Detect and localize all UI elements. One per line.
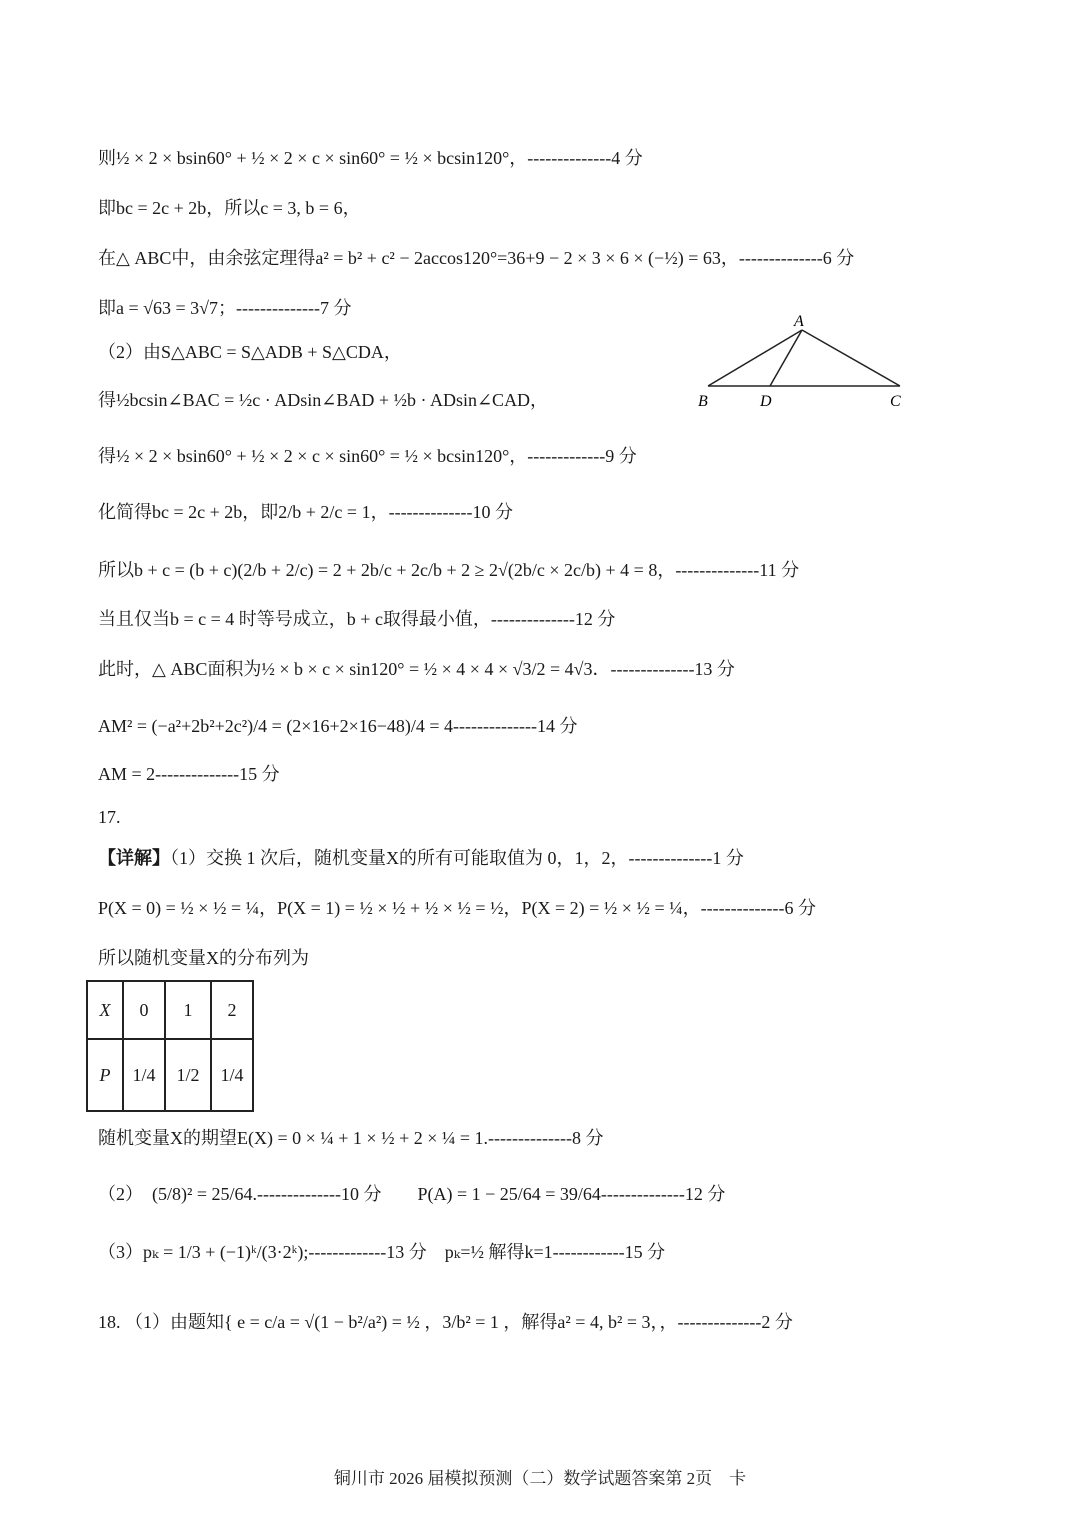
line-18: 随机变量X的期望E(X) = 0 × ¼ + 1 × ½ + 2 × ¼ = 1.--------------8 分 <box>98 1128 604 1148</box>
line-13: AM = 2--------------15 分 <box>98 764 280 784</box>
vertex-label-b: B <box>698 393 708 410</box>
line-19: （2） (5/8)² = 25/64.--------------10 分 P(A) = 1 − 25/64 = 39/64--------------12 分 <box>98 1184 726 1204</box>
line-6: 得½bcsin∠BAC = ½c · ADsin∠BAD + ½b · ADsin∠CAD， <box>98 390 549 410</box>
line-14: 17. <box>98 807 121 827</box>
segment-ad <box>770 330 802 386</box>
segment-ab <box>708 330 802 386</box>
line-17: 所以随机变量X的分布列为 <box>98 948 309 968</box>
line-4: 即a = √63 = 3√7；--------------7 分 <box>98 298 352 318</box>
line-12: AM² = (−a²+2b²+2c²)/4 = (2×16+2×16−48)/4 = 4--------------14 分 <box>98 716 578 736</box>
table-cell: 1/2 <box>165 1039 211 1111</box>
triangle-diagram <box>690 308 910 413</box>
segment-ac <box>802 330 900 386</box>
line-16: P(X = 0) = ½ × ½ = ¼，P(X = 1) = ½ × ½ + ½ × ½ = ½，P(X = 2) = ½ × ½ = ¼，--------------6 分 <box>98 898 817 918</box>
table-cell: 0 <box>123 981 165 1039</box>
line-5: （2）由S△ABC = S△ADB + S△CDA， <box>98 342 402 362</box>
line-10: 当且仅当b = c = 4 时等号成立，b + c取得最小值，--------------12 分 <box>98 609 616 629</box>
vertex-label-d: D <box>760 393 772 410</box>
line-3: 在△ ABC中，由余弦定理得a² = b² + c² − 2accos120°=36+9 − 2 × 3 × 6 × (−½) = 63，--------------6 分 <box>98 248 855 268</box>
table-cell: 2 <box>211 981 253 1039</box>
line-8: 化简得bc = 2c + 2b，即2/b + 2/c = 1，--------------10 分 <box>98 502 513 522</box>
line-11: 此时，△ ABC面积为½ × b × c × sin120° = ½ × 4 × 4 × √3/2 = 4√3．--------------13 分 <box>98 659 735 679</box>
table-cell: 1/4 <box>123 1039 165 1111</box>
table-row <box>87 981 253 1039</box>
detail-text: （1）交换 1 次后，随机变量X的所有可能取值为 0，1，2，--------------1 分 <box>170 848 744 868</box>
line-7: 得½ × 2 × bsin60° + ½ × 2 × c × sin60° = ½ × bcsin120°，-------------9 分 <box>98 446 637 466</box>
table-row <box>87 1039 253 1111</box>
table-cell: 1 <box>165 981 211 1039</box>
table-cell: X <box>87 981 123 1039</box>
line-15 <box>98 846 744 870</box>
vertex-label-a: A <box>794 313 804 330</box>
line-21: 18. （1）由题知{ e = c/a = √(1 − b²/a²) = ½ ，3/b² = 1 ，解得a² = 4, b² = 3，，--------------2 分 <box>98 1312 793 1332</box>
line-1: 则½ × 2 × bsin60° + ½ × 2 × c × sin60° = ½ × bcsin120°，--------------4 分 <box>98 148 643 168</box>
table-cell: 1/4 <box>211 1039 253 1111</box>
page-footer: 铜川市 2026 届模拟预测（二）数学试题答案第 2页 卡 <box>333 1469 747 1488</box>
distribution-table <box>86 980 254 1112</box>
detail-label: 【详解】 <box>98 848 170 868</box>
table-cell: P <box>87 1039 123 1111</box>
line-2: 即bc = 2c + 2b，所以c = 3, b = 6， <box>98 198 361 218</box>
line-20: （3）pₖ = 1/3 + (−1)ᵏ/(3·2ᵏ);-------------13 分 pₖ=½ 解得k=1------------15 分 <box>98 1242 666 1262</box>
line-9: 所以b + c = (b + c)(2/b + 2/c) = 2 + 2b/c + 2c/b + 2 ≥ 2√(2b/c × 2c/b) + 4 = 8，--------------11 分 <box>98 560 800 580</box>
vertex-label-c: C <box>890 393 901 410</box>
